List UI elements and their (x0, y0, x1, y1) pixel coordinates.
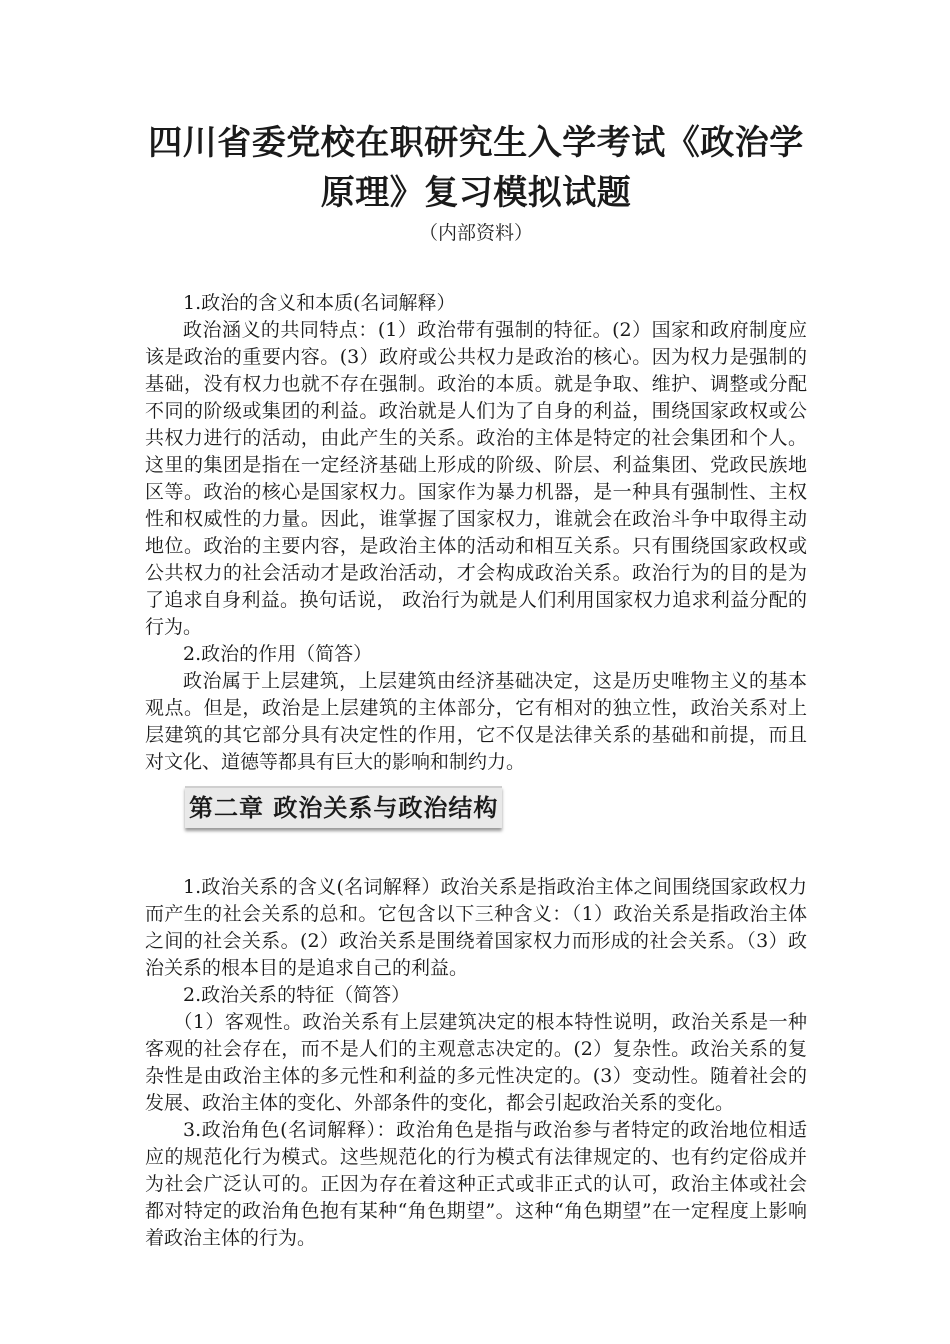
document-title-line-2: 原理》复习模拟试题 (320, 173, 632, 213)
question-heading-2-2: 2.政治关系的特征（简答） (183, 984, 411, 1006)
document-title (145, 118, 807, 218)
question-heading-1-1: 1.政治的含义和本质(名词解释） (183, 292, 456, 314)
chapter-heading: 第二章 政治关系与政治结构 (185, 786, 502, 828)
document-subtitle: （内部资料） (418, 222, 533, 244)
answer-paragraph-1-1: 政治涵义的共同特点：(1）政治带有强制的特征。(2）国家和政府制度应该是政治的重要内容。(3）政府或公共权力是政治的核心。因为权力是强制的基础，没有权力也就不存在强制。政治的本质。就是争取、维护、调整或分配不同的阶级或集团的利益。政治就是人们为了自身的利益，围绕国家政权或公共权力进行的活动，由此产生的关系。政治的主体是特定的社会集团和个人。这里的集团是指在一定经济基础上形成的阶级、阶层、利益集团、党政民族地区等。政治的核心是国家权力。国家作为暴力机器，是一种具有强制性、主权性和权威性的力量。因此，谁掌握了国家权力，谁就会在政治斗争中取得主动地位。政治的主要内容，是政治主体的活动和相互关系。只有围绕国家政权或公共权力的社会活动才是政治活动，才会构成政治关系。政治行为的目的是为了追求自身利益。换句话说， 政治行为就是人们利用国家权力追求利益分配的行为。 (145, 319, 807, 638)
answer-paragraph-2-3: 3.政治角色(名词解释）：政治角色是指与政治参与者特定的政治地位相适应的规范化行为模式。这些规范化的行为模式有法律规定的、也有约定俗成并为社会广泛认可的。正因为存在着这种正式或非正式的认可，政治主体或社会都对特定的政治角色抱有某种“角色期望”。这种“角色期望”在一定程度上影响着政治主体的行为。 (145, 1119, 807, 1249)
answer-paragraph-2-2: （1）客观性。政治关系有上层建筑决定的根本特性说明，政治关系是一种客观的社会存在，而不是人们的主观意志决定的。(2）复杂性。政治关系的复杂性是由政治主体的多元性和利益的多元性决定的。(3）变动性。随着社会的发展、政治主体的变化、外部条件的变化，都会引起政治关系的变化。 (145, 1011, 807, 1114)
question-heading-1-2: 2.政治的作用（简答） (183, 643, 373, 665)
document-page (145, 118, 807, 1252)
answer-paragraph-2-1: 1.政治关系的含义(名词解释）政治关系是指政治主体之间围绕国家政权力而产生的社会关系的总和。它包含以下三种含义：（1）政治关系是指政治主体之间的社会关系。(2）政治关系是围绕着国家权力而形成的社会关系。（3）政治关系的根本目的是追求自己的利益。 (145, 876, 807, 979)
chapter-heading-wrapper (185, 786, 807, 828)
document-title-line-1: 四川省委党校在职研究生入学考试《政治学 (148, 123, 804, 163)
answer-paragraph-1-2: 政治属于上层建筑，上层建筑由经济基础决定，这是历史唯物主义的基本观点。但是，政治是上层建筑的主体部分，它有相对的独立性，政治关系对上层建筑的其它部分具有决定性的作用，它不仅是法律关系的基础和前提，而且对文化、道德等都具有巨大的影响和制约力。 (145, 670, 807, 773)
